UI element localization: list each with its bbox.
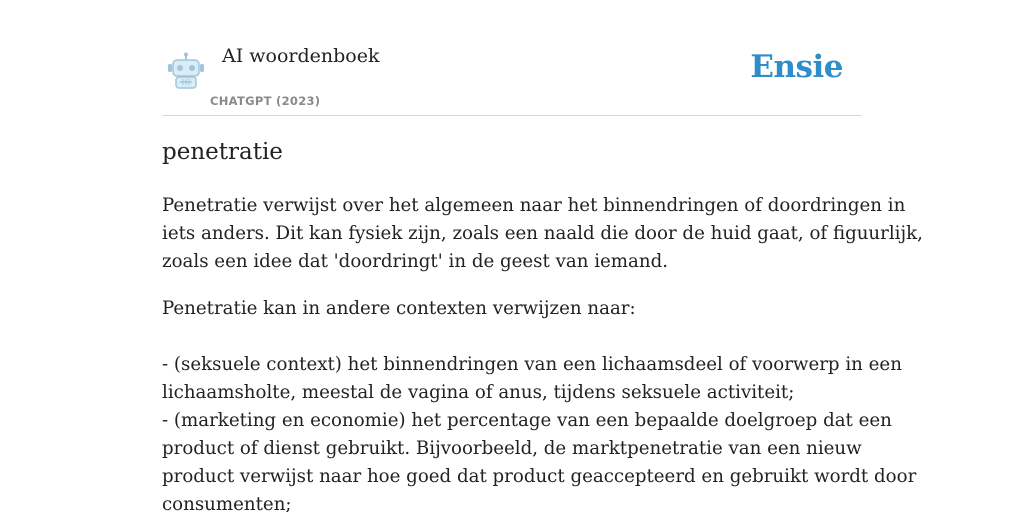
list-line: lichaamsholte, meestal de vagina of anus, tijdens seksuele activiteit; [162,382,795,403]
entry-card [162,0,923,512]
list-line: - (seksuele context) het binnendringen van een lichaamsdeel of voorwerp in een [162,354,902,375]
text-line: Penetratie verwijst over het algemeen naar het binnendringen of doordringen in [162,195,906,216]
list-line: product verwijst naar hoe goed dat product geaccepteerd en gebruikt wordt door [162,466,917,487]
ensie-logo[interactable]: Ensie [750,49,843,85]
source-meta: CHATGPT (2023) [210,94,321,108]
text-line: zoals een idee dat 'doordringt' in de geest van iemand. [162,251,669,272]
list-line: consumenten; [162,494,292,512]
list-line: product of dienst gebruikt. Bijvoorbeeld, de marktpenetratie van een nieuw [162,438,862,459]
entry-header [162,0,862,116]
entry-body [162,192,923,512]
context-intro [162,295,862,323]
list-line: - (marketing en economie) het percentage van een bepaalde doelgroep dat een [162,410,892,431]
definition-paragraph [162,192,923,276]
source-name[interactable]: AI woordenboek [222,45,380,67]
entry-term: penetratie [162,139,283,165]
context-list [162,351,917,512]
robot-icon [166,52,206,90]
text-line: Penetratie kan in andere contexten verwijzen naar: [162,298,636,319]
text-line: iets anders. Dit kan fysiek zijn, zoals een naald die door de huid gaat, of figuurlijk, [162,223,923,244]
